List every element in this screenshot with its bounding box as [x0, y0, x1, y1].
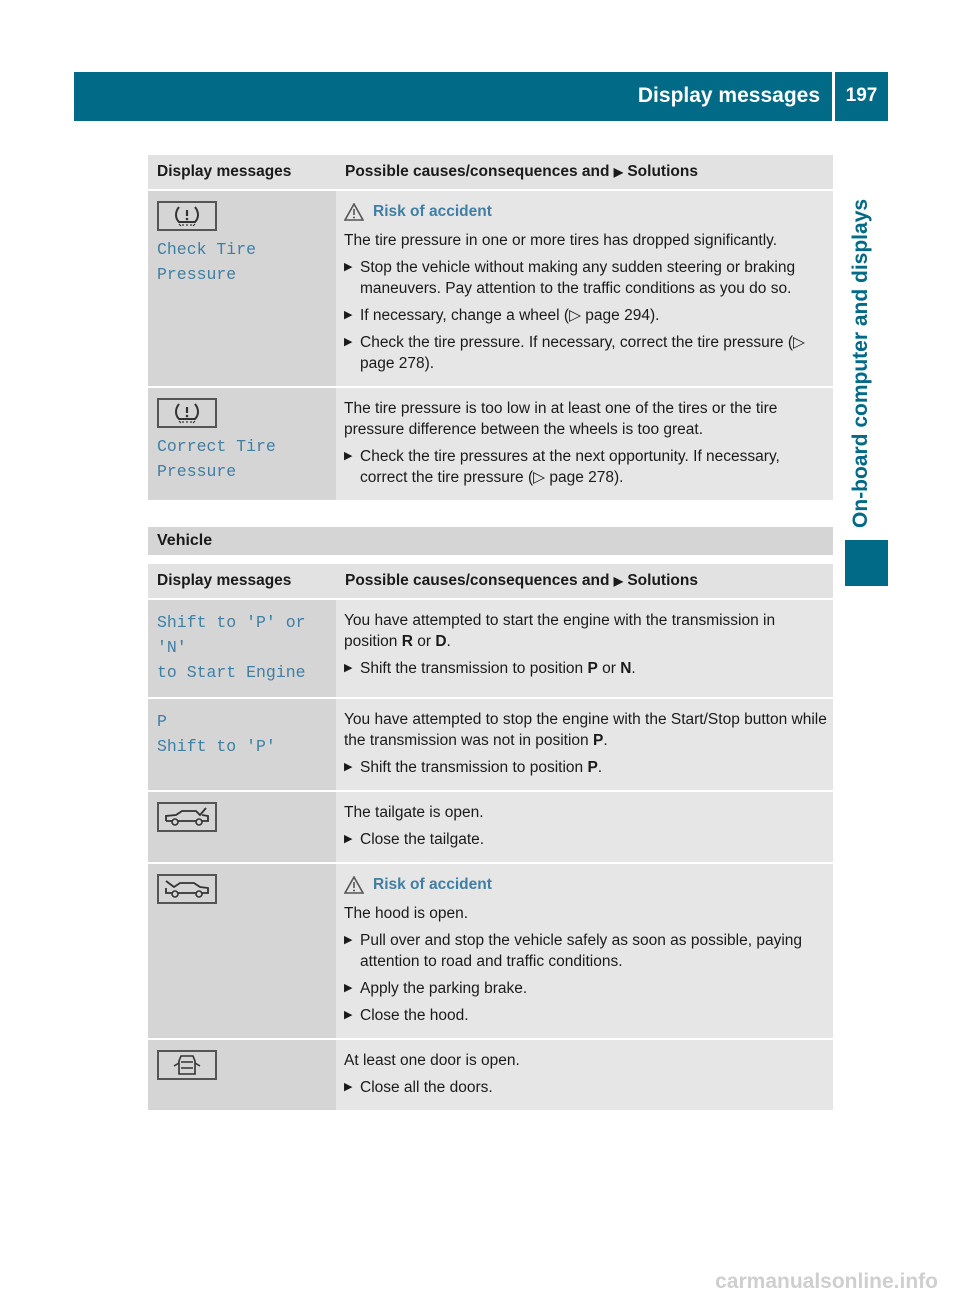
tire-messages-table [148, 155, 833, 502]
display-message-line1: Shift to 'P' or 'N' [157, 613, 306, 657]
cause-text: The tailgate is open. [344, 804, 484, 821]
section-heading: Vehicle [148, 527, 833, 555]
watermark: carmanualsonline.info [715, 1270, 938, 1293]
warning-triangle-icon [344, 876, 364, 894]
solution-item: ▶ Stop the vehicle without making any sudden steering or braking maneuvers. Pay attention to the traffic conditions as you do so. [344, 259, 796, 297]
solution-item: ▶ Check the tire pressures at the next opportunity. If necessary, correct the tire pressure (▷ page 278). [344, 448, 780, 486]
column-header-messages: Display messages [148, 564, 336, 599]
display-message-line2: Pressure [157, 462, 237, 481]
warning-notice: Risk of accident [344, 201, 827, 222]
solution-item: ▶ If necessary, change a wheel (▷ page 294). [344, 307, 660, 324]
bullet-arrow-icon: ▶ [344, 761, 353, 773]
solution-item: ▶ Close all the doors. [344, 1079, 493, 1096]
table-row [148, 791, 833, 863]
table-header [148, 155, 833, 190]
table-header [148, 564, 833, 599]
bullet-arrow-icon: ▶ [344, 833, 353, 845]
table-row [148, 387, 833, 501]
solution-item: ▶ Close the hood. [344, 1007, 469, 1024]
hood-open-icon [157, 874, 217, 904]
display-message-line2: to Start Engine [157, 663, 306, 682]
display-message: Check Tire Pressure [157, 240, 257, 284]
cause-text: You have attempted to start the engine with the transmission in position R or D. [344, 612, 776, 650]
table-row [148, 190, 833, 387]
header-bar [74, 72, 832, 121]
page-title: Display messages [637, 84, 820, 107]
display-message-line1: P [157, 712, 167, 731]
side-tab [845, 140, 888, 530]
table-row [148, 599, 833, 698]
page-number-box [835, 72, 888, 121]
warning-triangle-icon [344, 203, 364, 221]
bullet-arrow-icon: ▶ [344, 1081, 353, 1093]
solution-item: ▶ Pull over and stop the vehicle safely as soon as possible, paying attention to road and traffic conditions. [344, 932, 803, 970]
bullet-arrow-icon: ▶ [344, 982, 353, 994]
bullet-arrow-icon: ▶ [344, 662, 353, 674]
solution-item: ▶ Shift the transmission to position P. [344, 759, 603, 776]
cause-text: The hood is open. [344, 905, 469, 922]
cause-text: You have attempted to stop the engine with the Start/Stop button while the transmission was not in position P. [344, 711, 827, 749]
tire-pressure-icon [157, 398, 217, 428]
warning-notice: Risk of accident [344, 874, 827, 895]
bullet-arrow-icon: ▶ [344, 336, 353, 348]
door-open-icon [157, 1050, 217, 1080]
solution-item: ▶ Shift the transmission to position P or N. [344, 660, 636, 677]
side-tab-label: On-board computer and displays [849, 198, 872, 528]
cause-text: The tire pressure is too low in at least one of the tires or the tire pressure difference between the wheels is too great. [344, 400, 778, 438]
solution-item: ▶ Apply the parking brake. [344, 980, 528, 997]
column-header-solutions: Possible causes/consequences and ▶ Solutions [336, 564, 833, 599]
cause-text: The tire pressure in one or more tires has dropped significantly. [344, 232, 778, 249]
column-header-solutions: Possible causes/consequences and ▶ Solutions [336, 155, 833, 190]
cause-text: At least one door is open. [344, 1052, 520, 1069]
solution-item: ▶ Close the tailgate. [344, 831, 485, 848]
tailgate-open-icon [157, 802, 217, 832]
column-header-messages: Display messages [148, 155, 336, 190]
tire-pressure-icon [157, 201, 217, 231]
bullet-arrow-icon: ▶ [344, 450, 353, 462]
bullet-arrow-icon: ▶ [344, 309, 353, 321]
bullet-arrow-icon: ▶ [344, 934, 353, 946]
solution-item: ▶ Check the tire pressure. If necessary, correct the tire pressure (▷ page 278). [344, 334, 805, 372]
bullet-arrow-icon: ▶ [344, 1009, 353, 1021]
table-row [148, 698, 833, 791]
display-message-line1: Correct Tire [157, 437, 276, 456]
page-number: 197 [845, 85, 878, 106]
table-row [148, 863, 833, 1039]
side-tab-marker [845, 540, 888, 586]
display-message-line2: Shift to 'P' [157, 737, 276, 756]
table-row [148, 1039, 833, 1111]
bullet-arrow-icon: ▶ [344, 261, 353, 273]
vehicle-messages-table [148, 564, 833, 1112]
